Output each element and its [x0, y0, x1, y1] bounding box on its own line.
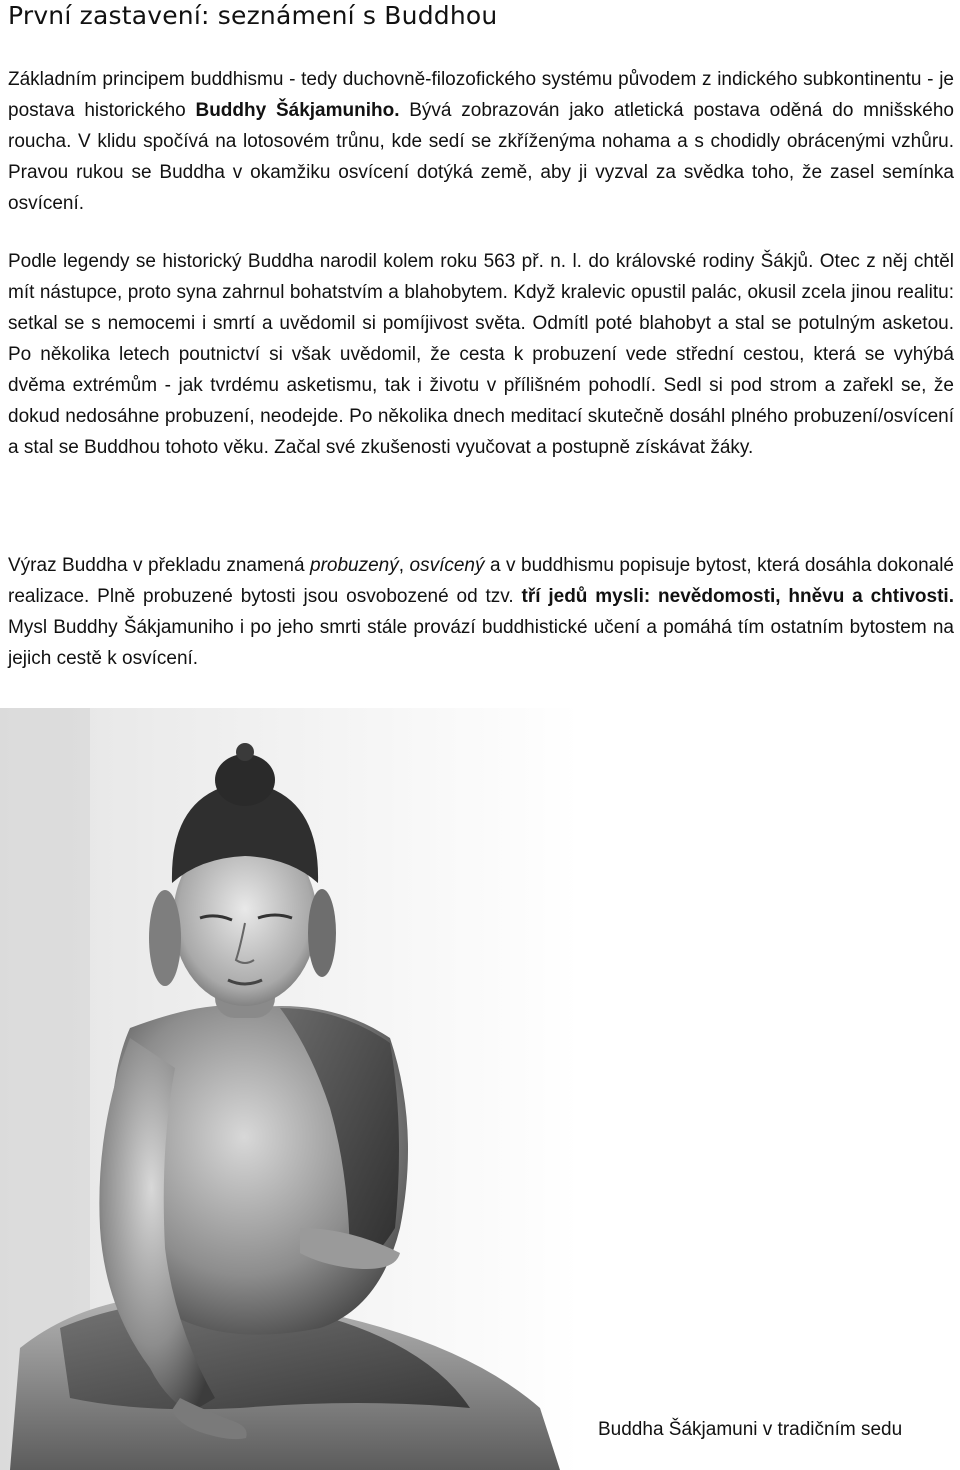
page-title: První zastavení: seznámení s Buddhou: [8, 1, 498, 30]
figure-caption: Buddha Šákjamuni v tradičním sedu: [598, 1419, 903, 1440]
intro-bold-name: Buddhy Šákjamuniho.: [195, 100, 400, 121]
buddha-right-ear: [308, 889, 336, 977]
paragraph-legend: Podle legendy se historický Buddha narodil kolem roku 563 př. n. l. do královské rodiny Šákjů. Otec z něj chtěl mít nástupce, proto syna zahrnul bohatstvím a blahobytem. Když kralevic opustil palác, okusil zcela jinou realitu: setkal se s nemocemi i smrtí a uvědomil si pomíjivost světa. Odmítl poté blahobyt a stal se potulným asketou. Po několika letech poutnictví si však uvědomil, že cesta k probuzení vede střední cestou, která se vyhýbá dvěma extrémům - jak tvrdému asketismu, tak i životu v přílišném pohodlí. Sedl si pod strom a zařekl se, že dokud nedosáhne probuzení, neodejde. Po několika dnech meditací skutečně dosáhl plného probuzení/osvícení a stal se Buddhou tohoto věku. Začal své zkušenosti vyučovat a postupně získávat žáky.: [8, 251, 954, 458]
paragraph-meaning: [8, 550, 954, 674]
buddha-ushnisha-jewel: [236, 743, 254, 761]
buddha-statue-photo: [0, 708, 580, 1470]
meaning-text-1: Výraz Buddha v překladu znamená: [8, 555, 311, 576]
meaning-text-4: Mysl Buddhy Šákjamuniho i po jeho smrti stále provází buddhistické učení a pomáhá tím ostatním bytostem na jejich cestě k osvícení.: [8, 617, 954, 669]
paragraph-intro: [8, 64, 954, 219]
buddha-left-ear: [149, 890, 181, 986]
meaning-italic-awakened: probuzený: [310, 555, 399, 576]
intro-text-2: Bývá zobrazován jako atletická postava oděná do mnišského roucha. V klidu spočívá na lotosovém trůnu, kde sedí se zkříženýma nohama a s chodidly obrácenými vzhůru. Pravou rukou se Buddha v okamžiku osvícení dotýká země, aby ji vyzval za svědka toho, že zasel semínka osvícení.: [8, 100, 954, 214]
meaning-bold-three-poisons: tří jedů mysli: nevědomosti, hněvu a chtivosti.: [521, 586, 954, 607]
intro-text-1: Základním principem buddhismu - tedy duchovně-filozofického systému původem z indického subkontinentu - je postava historického: [8, 69, 954, 121]
buddha-ushnisha: [215, 754, 275, 806]
meaning-text-2: ,: [398, 555, 410, 576]
meaning-italic-enlightened: osvícený: [409, 555, 485, 576]
meaning-text-3: a v buddhismu popisuje bytost, která dosáhla dokonalé realizace. Plně probuzené bytosti jsou osvobozené od tzv.: [8, 555, 955, 607]
